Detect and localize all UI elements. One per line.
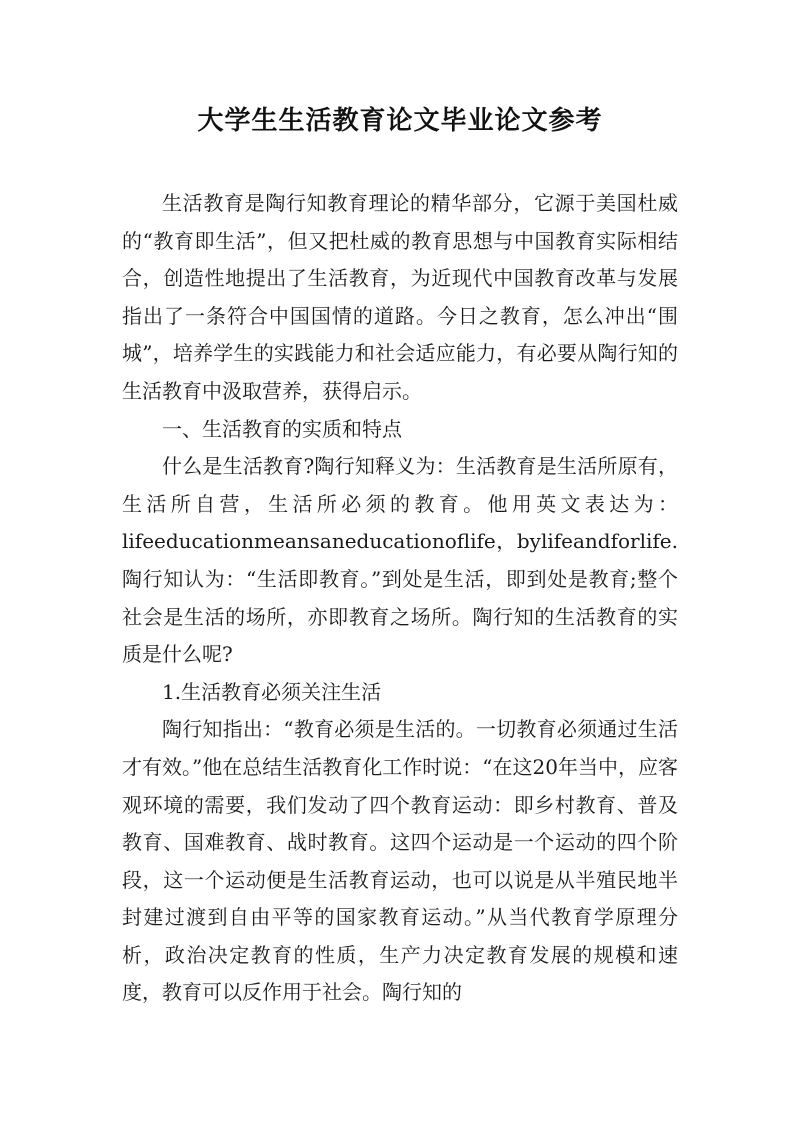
subsection-heading: 1.生活教育必须关注生活: [162, 679, 382, 704]
document-title: 大学生生活教育论文毕业论文参考: [197, 106, 603, 136]
document-body: [122, 185, 678, 1012]
intro-paragraph: 生活教育是陶行知教育理论的精华部分，它源于美国杜威的“教育即生活”，但又把杜威的教育思想与中国教育实际相结合，创造性地提出了生活教育，为近现代中国教育改革与发展指出了一条符合中国国情的道路。今日之教育，怎么冲出“围城”，培养学生的实践能力和社会适应能力，有必要从陶行知的生活教育中汲取营养，获得启示。: [122, 191, 678, 403]
definition-paragraph: 什么是生活教育?陶行知释义为：生活教育是生活所原有，生活所自营，生活所必须的教育。他用英文表达为：lifeeducationmeansaneducationoflife，bylifeandforlife.陶行知认为：“生活即教育。”到处是生活，即到处是教育;整个社会是生活的场所，亦即教育之场所。陶行知的生活教育的实质是什么呢?: [122, 454, 678, 667]
body-paragraph: 陶行知指出：“教育必须是生活的。一切教育必须通过生活才有效。”他在总结生活教育化工作时说：“在这20年当中，应客观环境的需要，我们发动了四个教育运动：即乡村教育、普及教育、国难教育、战时教育。这四个运动是一个运动的四个阶段，这一个运动便是生活教育运动，也可以说是从半殖民地半封建过渡到自由平等的国家教育运动。”从当代教育学原理分析，政治决定教育的性质，生产力决定教育发展的规模和速度，教育可以反作用于社会。陶行知的: [122, 717, 678, 1005]
section-heading: 一、生活教育的实质和特点: [162, 416, 402, 441]
